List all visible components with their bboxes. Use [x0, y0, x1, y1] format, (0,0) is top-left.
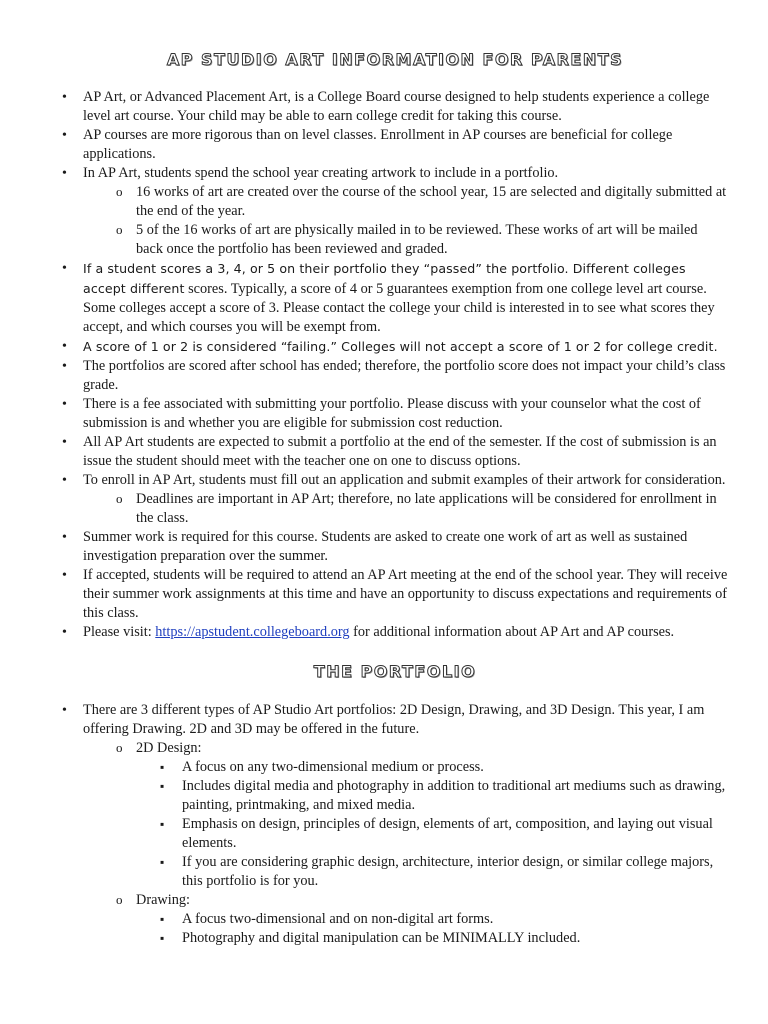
list-item: • If accepted, students will be required to attend an AP Art meeting at the end of the school year. They will receive their summer work assignments at this time and have an opportunity to discuss expectations and requirements of this class.	[62, 566, 728, 623]
portfolio-list	[62, 701, 728, 948]
sub-list-item: o 5 of the 16 works of art are physically mailed in to be reviewed. These works of art will be mailed back once the portfolio has been reviewed and graded.	[116, 221, 728, 259]
list-item	[62, 471, 728, 528]
section-title: THE PORTFOLIO	[313, 662, 477, 681]
point-item: ▪ If you are considering graphic design, architecture, interior design, or similar college majors, this portfolio is for you.	[160, 853, 728, 891]
list-item: • Summer work is required for this course. Students are asked to create one work of art as well as sustained investigation preparation over the summer.	[62, 528, 728, 566]
sub-list	[116, 739, 728, 948]
points-list	[160, 910, 728, 948]
list-item: • All AP Art students are expected to submit a portfolio at the end of the semester. If the cost of submission is an issue the student should meet with the teacher one on one to discuss options.	[62, 433, 728, 471]
list-item-text: If a student scores a 3, 4, or 5 on their portfolio they “passed” the portfolio. Different colleges accept different	[83, 261, 686, 296]
list-item	[62, 259, 728, 337]
list-item	[62, 623, 728, 642]
point-item: ▪ Emphasis on design, principles of design, elements of art, composition, and laying out visual elements.	[160, 815, 728, 853]
info-list	[62, 88, 728, 642]
list-item: • The portfolios are scored after school has ended; therefore, the portfolio score does not impact your child’s class grade.	[62, 357, 728, 395]
list-item: • AP Art, or Advanced Placement Art, is a College Board course designed to help students experience a college level art course. Your child may be able to earn college credit for taking this course.	[62, 88, 728, 126]
portfolio-type-name: Drawing:	[136, 892, 190, 908]
list-item-text: There are 3 different types of AP Studio Art portfolios: 2D Design, Drawing, and 3D Design. This year, I am offering Drawing. 2D and 3D may be offered in the future.	[83, 702, 705, 737]
list-item	[62, 337, 728, 357]
list-item-text: scores. Typically, a score of 4 or 5 guarantees exemption from one college level art course. Some colleges accept a score of 3. Please contact the college your child is interested in to see what scores they accept, and which courses you will be exempt from.	[83, 281, 715, 335]
point-item: ▪ A focus two-dimensional and on non-digital art forms.	[160, 910, 728, 929]
list-item-text: In AP Art, students spend the school year creating artwork to include in a portfolio.	[83, 165, 559, 181]
sub-list	[116, 183, 728, 259]
list-item: • There is a fee associated with submitting your portfolio. Please discuss with your counselor what the cost of submission is and whether you are eligible for submission cost reduction.	[62, 395, 728, 433]
point-item: ▪ Photography and digital manipulation can be MINIMALLY included.	[160, 929, 728, 948]
portfolio-type-name: 2D Design:	[136, 740, 202, 756]
sub-list-item: o 16 works of art are created over the course of the school year, 15 are selected and digitally submitted at the end of the year.	[116, 183, 728, 221]
points-list	[160, 758, 728, 891]
list-item: • AP courses are more rigorous than on level classes. Enrollment in AP courses are beneficial for college applications.	[62, 126, 728, 164]
point-item: ▪ Includes digital media and photography in addition to traditional art mediums such as drawing, painting, printmaking, and mixed media.	[160, 777, 728, 815]
sub-list-item: o Deadlines are important in AP Art; therefore, no late applications will be considered for enrollment in the class.	[116, 490, 728, 528]
list-item-text: To enroll in AP Art, students must fill out an application and submit examples of their artwork for consideration.	[83, 472, 726, 488]
list-item	[62, 164, 728, 259]
visit-suffix: for additional information about AP Art and AP courses.	[349, 624, 675, 640]
sub-list	[116, 490, 728, 528]
visit-prefix: Please visit:	[83, 624, 156, 640]
list-item	[62, 701, 728, 948]
collegeboard-link[interactable]: https://apstudent.collegeboard.org	[155, 624, 350, 640]
portfolio-type-2d-design	[116, 739, 728, 891]
portfolio-type-drawing	[116, 891, 728, 948]
list-item-text: A score of 1 or 2 is considered “failing.” Colleges will not accept a score of 1 or 2 for college credit.	[83, 339, 718, 354]
page-title: AP STUDIO ART INFORMATION FOR PARENTS	[166, 50, 624, 69]
point-item: ▪ A focus on any two-dimensional medium or process.	[160, 758, 728, 777]
